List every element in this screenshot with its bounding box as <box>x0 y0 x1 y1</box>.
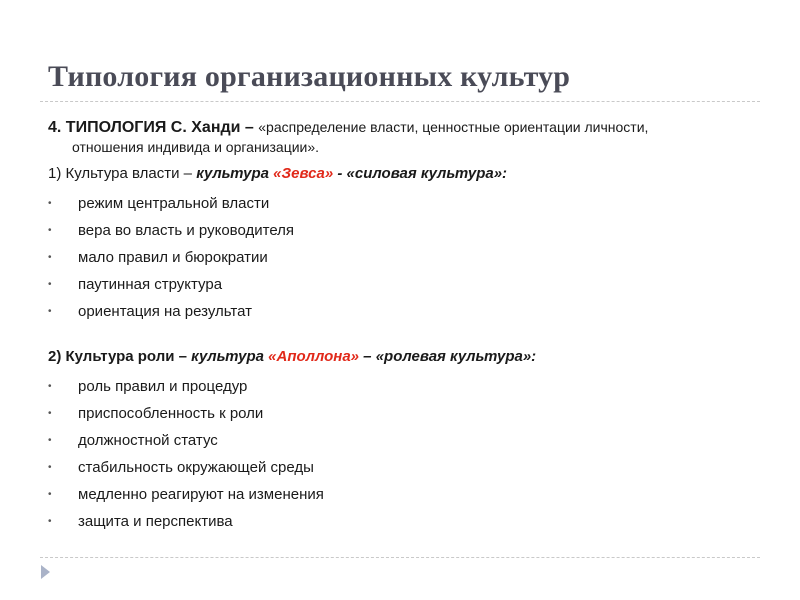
bullet-icon: • <box>48 225 52 236</box>
bullet-icon: • <box>48 516 52 527</box>
list-item <box>48 481 748 508</box>
bullet-icon: • <box>48 252 52 263</box>
top-divider <box>40 101 760 102</box>
list-item-text: мало правил и бюрократии <box>78 249 268 266</box>
section1-heading <box>48 164 748 184</box>
list-item-text: роль правил и процедур <box>78 378 248 395</box>
list-item-text: приспособленность к роли <box>78 405 264 422</box>
typology-heading <box>48 117 748 138</box>
bottom-divider <box>40 557 760 558</box>
section2-part1: культура <box>191 348 269 365</box>
list-item-text: медленно реагируют на изменения <box>78 486 324 503</box>
list-item-text: должностной статус <box>78 432 218 449</box>
heading-description: «распределение власти, ценностные ориентации личности, <box>258 119 649 135</box>
bullet-icon: • <box>48 381 52 392</box>
list-item <box>48 454 748 481</box>
list-item-text: ориентация на результат <box>78 303 253 320</box>
section2-prefix: 2) Культура роли – <box>48 348 192 365</box>
section1-list <box>48 190 748 325</box>
list-item <box>48 373 748 400</box>
list-item <box>48 190 748 217</box>
list-item <box>48 508 748 535</box>
section1-part1: культура <box>196 165 274 182</box>
list-item <box>48 217 748 244</box>
triangle-right-icon[interactable] <box>41 565 50 579</box>
heading-continuation: отношения индивида и организации». <box>72 139 320 155</box>
bullet-icon: • <box>48 435 52 446</box>
bullet-icon: • <box>48 489 52 500</box>
list-item-text: режим центральной власти <box>78 195 270 212</box>
bullet-icon: • <box>48 306 52 317</box>
list-item <box>48 298 748 325</box>
section2-part2: – «ролевая культура»: <box>359 348 537 365</box>
list-item <box>48 427 748 454</box>
slide-title: Типология организационных культур <box>48 60 571 93</box>
bullet-icon: • <box>48 462 52 473</box>
section1-prefix: 1) Культура власти – <box>48 165 197 182</box>
bullet-icon: • <box>48 408 52 419</box>
list-item-text: вера во власть и руководителя <box>78 222 295 239</box>
list-item-text: паутинная структура <box>78 276 223 293</box>
section2-list <box>48 373 748 535</box>
bullet-icon: • <box>48 279 52 290</box>
section2-heading <box>48 347 748 367</box>
section1-part2: - «силовая культура»: <box>333 165 508 182</box>
list-item <box>48 400 748 427</box>
list-item <box>48 244 748 271</box>
slide-content <box>48 117 748 535</box>
heading-bold: 4. ТИПОЛОГИЯ С. Ханди – <box>48 119 259 136</box>
list-item <box>48 271 748 298</box>
section1-highlight: «Зевса» <box>273 165 334 182</box>
bullet-icon: • <box>48 198 52 209</box>
list-item-text: стабильность окружающей среды <box>78 459 314 476</box>
list-item-text: защита и перспектива <box>78 513 233 530</box>
section2-highlight: «Аполлона» <box>268 348 360 365</box>
